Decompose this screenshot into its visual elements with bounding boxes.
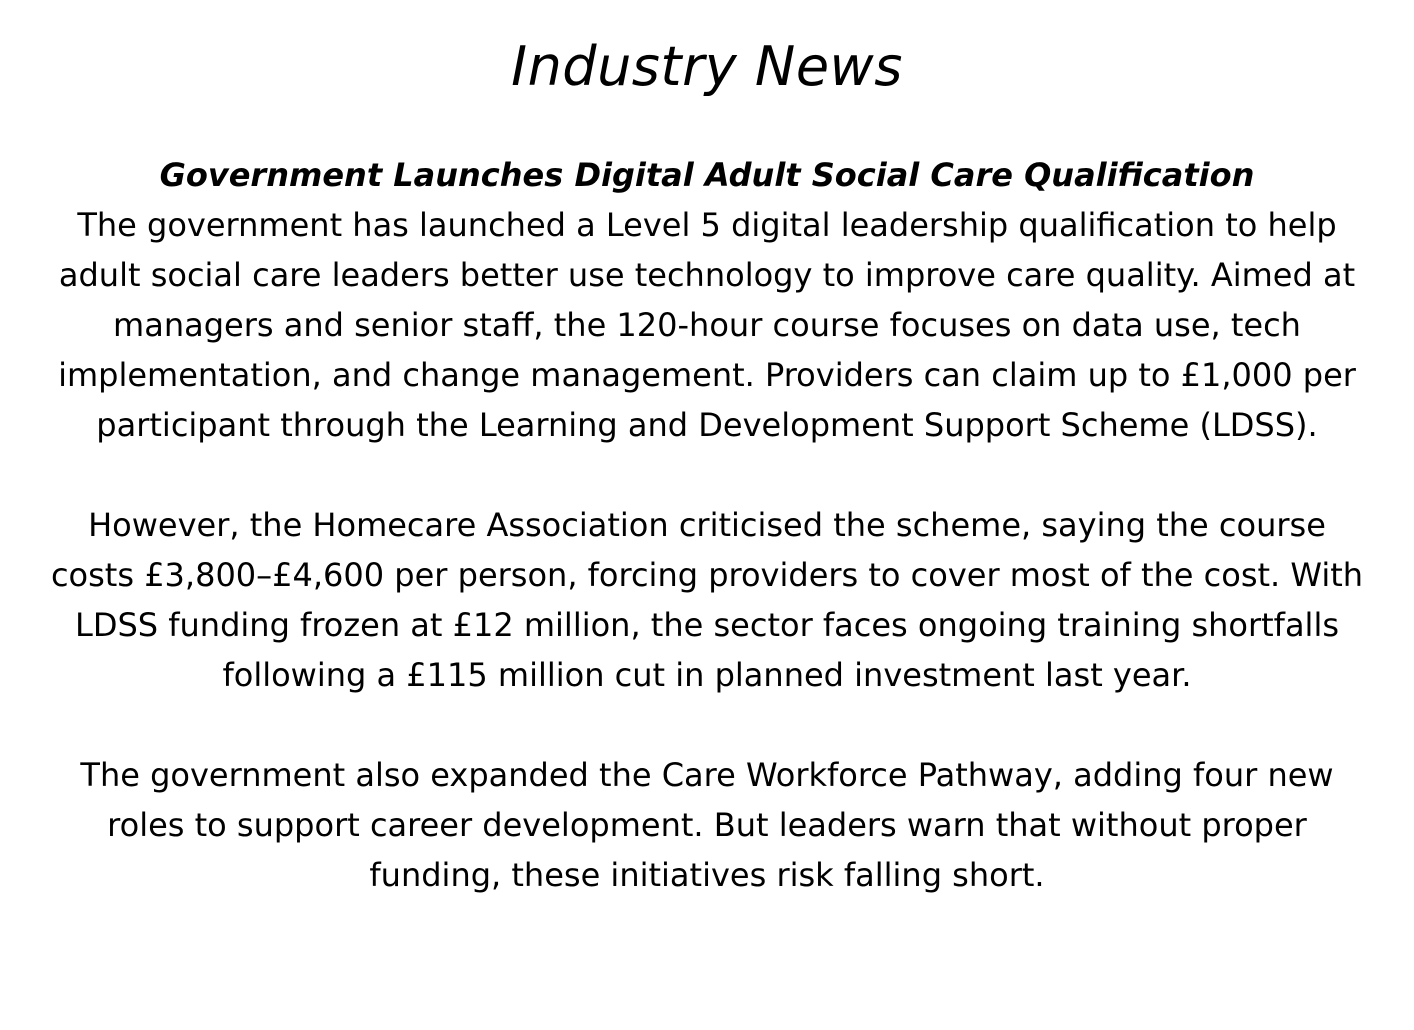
- article-paragraph-1: The government has launched a Level 5 digital leadership qualification to help adult social care leaders better use technology to improve care quality. Aimed at managers and senior staff, the 120-hour course focuses on data use, tech implementation, and change management. Providers can claim up to £1,000 per participant through the Learning and Development Support Scheme (LDSS).: [58, 206, 1356, 444]
- article-paragraph-2: However, the Homecare Association criticised the scheme, saying the course costs £3,800–£4,600 per person, forcing providers to cover most of the cost. With LDSS funding frozen at £12 million, the sector faces ongoing training shortfalls following a £115 million cut in planned investment last year.: [50, 506, 1364, 694]
- paragraph-spacer: [44, 450, 1370, 500]
- page-title: Industry News: [511, 35, 903, 98]
- news-article: [44, 150, 1370, 900]
- paragraph-spacer: [44, 700, 1370, 750]
- article-paragraph-3: The government also expanded the Care Workforce Pathway, adding four new roles to support career development. But leaders warn that without proper funding, these initiatives risk falling short.: [80, 756, 1334, 894]
- article-headline: Government Launches Digital Adult Social Care Qualification: [159, 156, 1255, 194]
